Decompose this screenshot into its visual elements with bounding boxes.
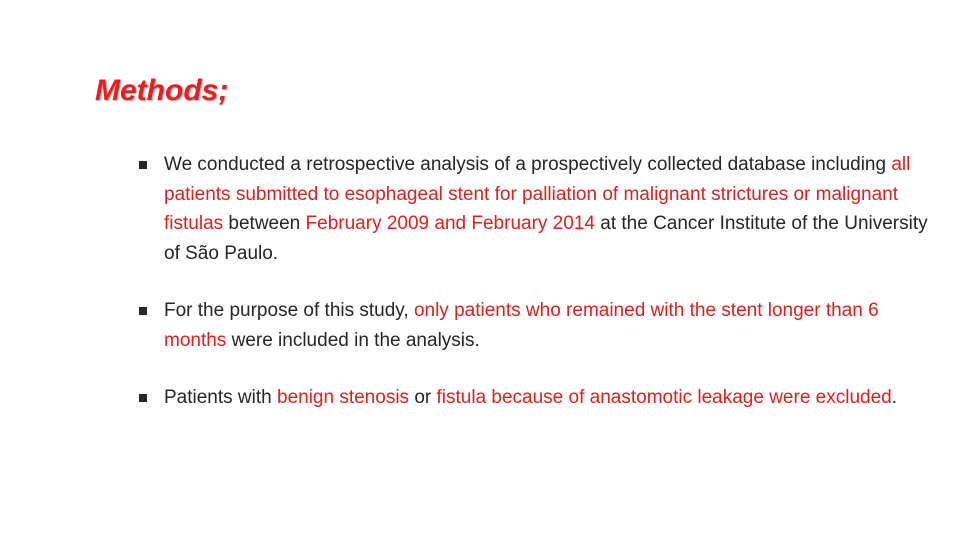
highlighted-text-segment: February 2009 and February 2014 — [305, 213, 595, 234]
text-segment: . — [891, 387, 898, 408]
text-segment: or — [409, 387, 437, 408]
highlighted-text-segment: all patients submitted to esophageal stent for palliation of malignant strictures or malignant fistulas — [164, 154, 911, 234]
text-segment: We conducted a retrospective analysis of a prospectively collected database including — [164, 154, 892, 175]
square-bullet-icon — [138, 150, 164, 180]
square-bullet-icon — [138, 296, 164, 326]
bullet-text — [164, 383, 928, 413]
bullet-list — [138, 150, 928, 413]
bullet-item — [138, 383, 928, 413]
text-segment: between — [223, 213, 306, 234]
text-segment: For the purpose of this study, — [164, 300, 414, 321]
bullet-item — [138, 296, 928, 355]
highlighted-text-segment: fistula because of anastomotic leakage were excluded — [436, 387, 892, 408]
bullet-text — [164, 296, 928, 355]
bullet-text — [164, 150, 928, 268]
text-segment: were included in the analysis. — [226, 329, 480, 351]
highlighted-text-segment: benign stenosis — [277, 387, 410, 408]
highlighted-text-segment: only patients who remained with the stent longer than 6 months — [164, 300, 879, 351]
text-segment: Patients with — [164, 387, 277, 408]
square-bullet-icon — [138, 383, 164, 413]
bullet-item — [138, 150, 928, 268]
text-segment: at the Cancer Institute of the University of São Paulo. — [164, 213, 928, 264]
slide-title: Methods; — [95, 74, 229, 107]
